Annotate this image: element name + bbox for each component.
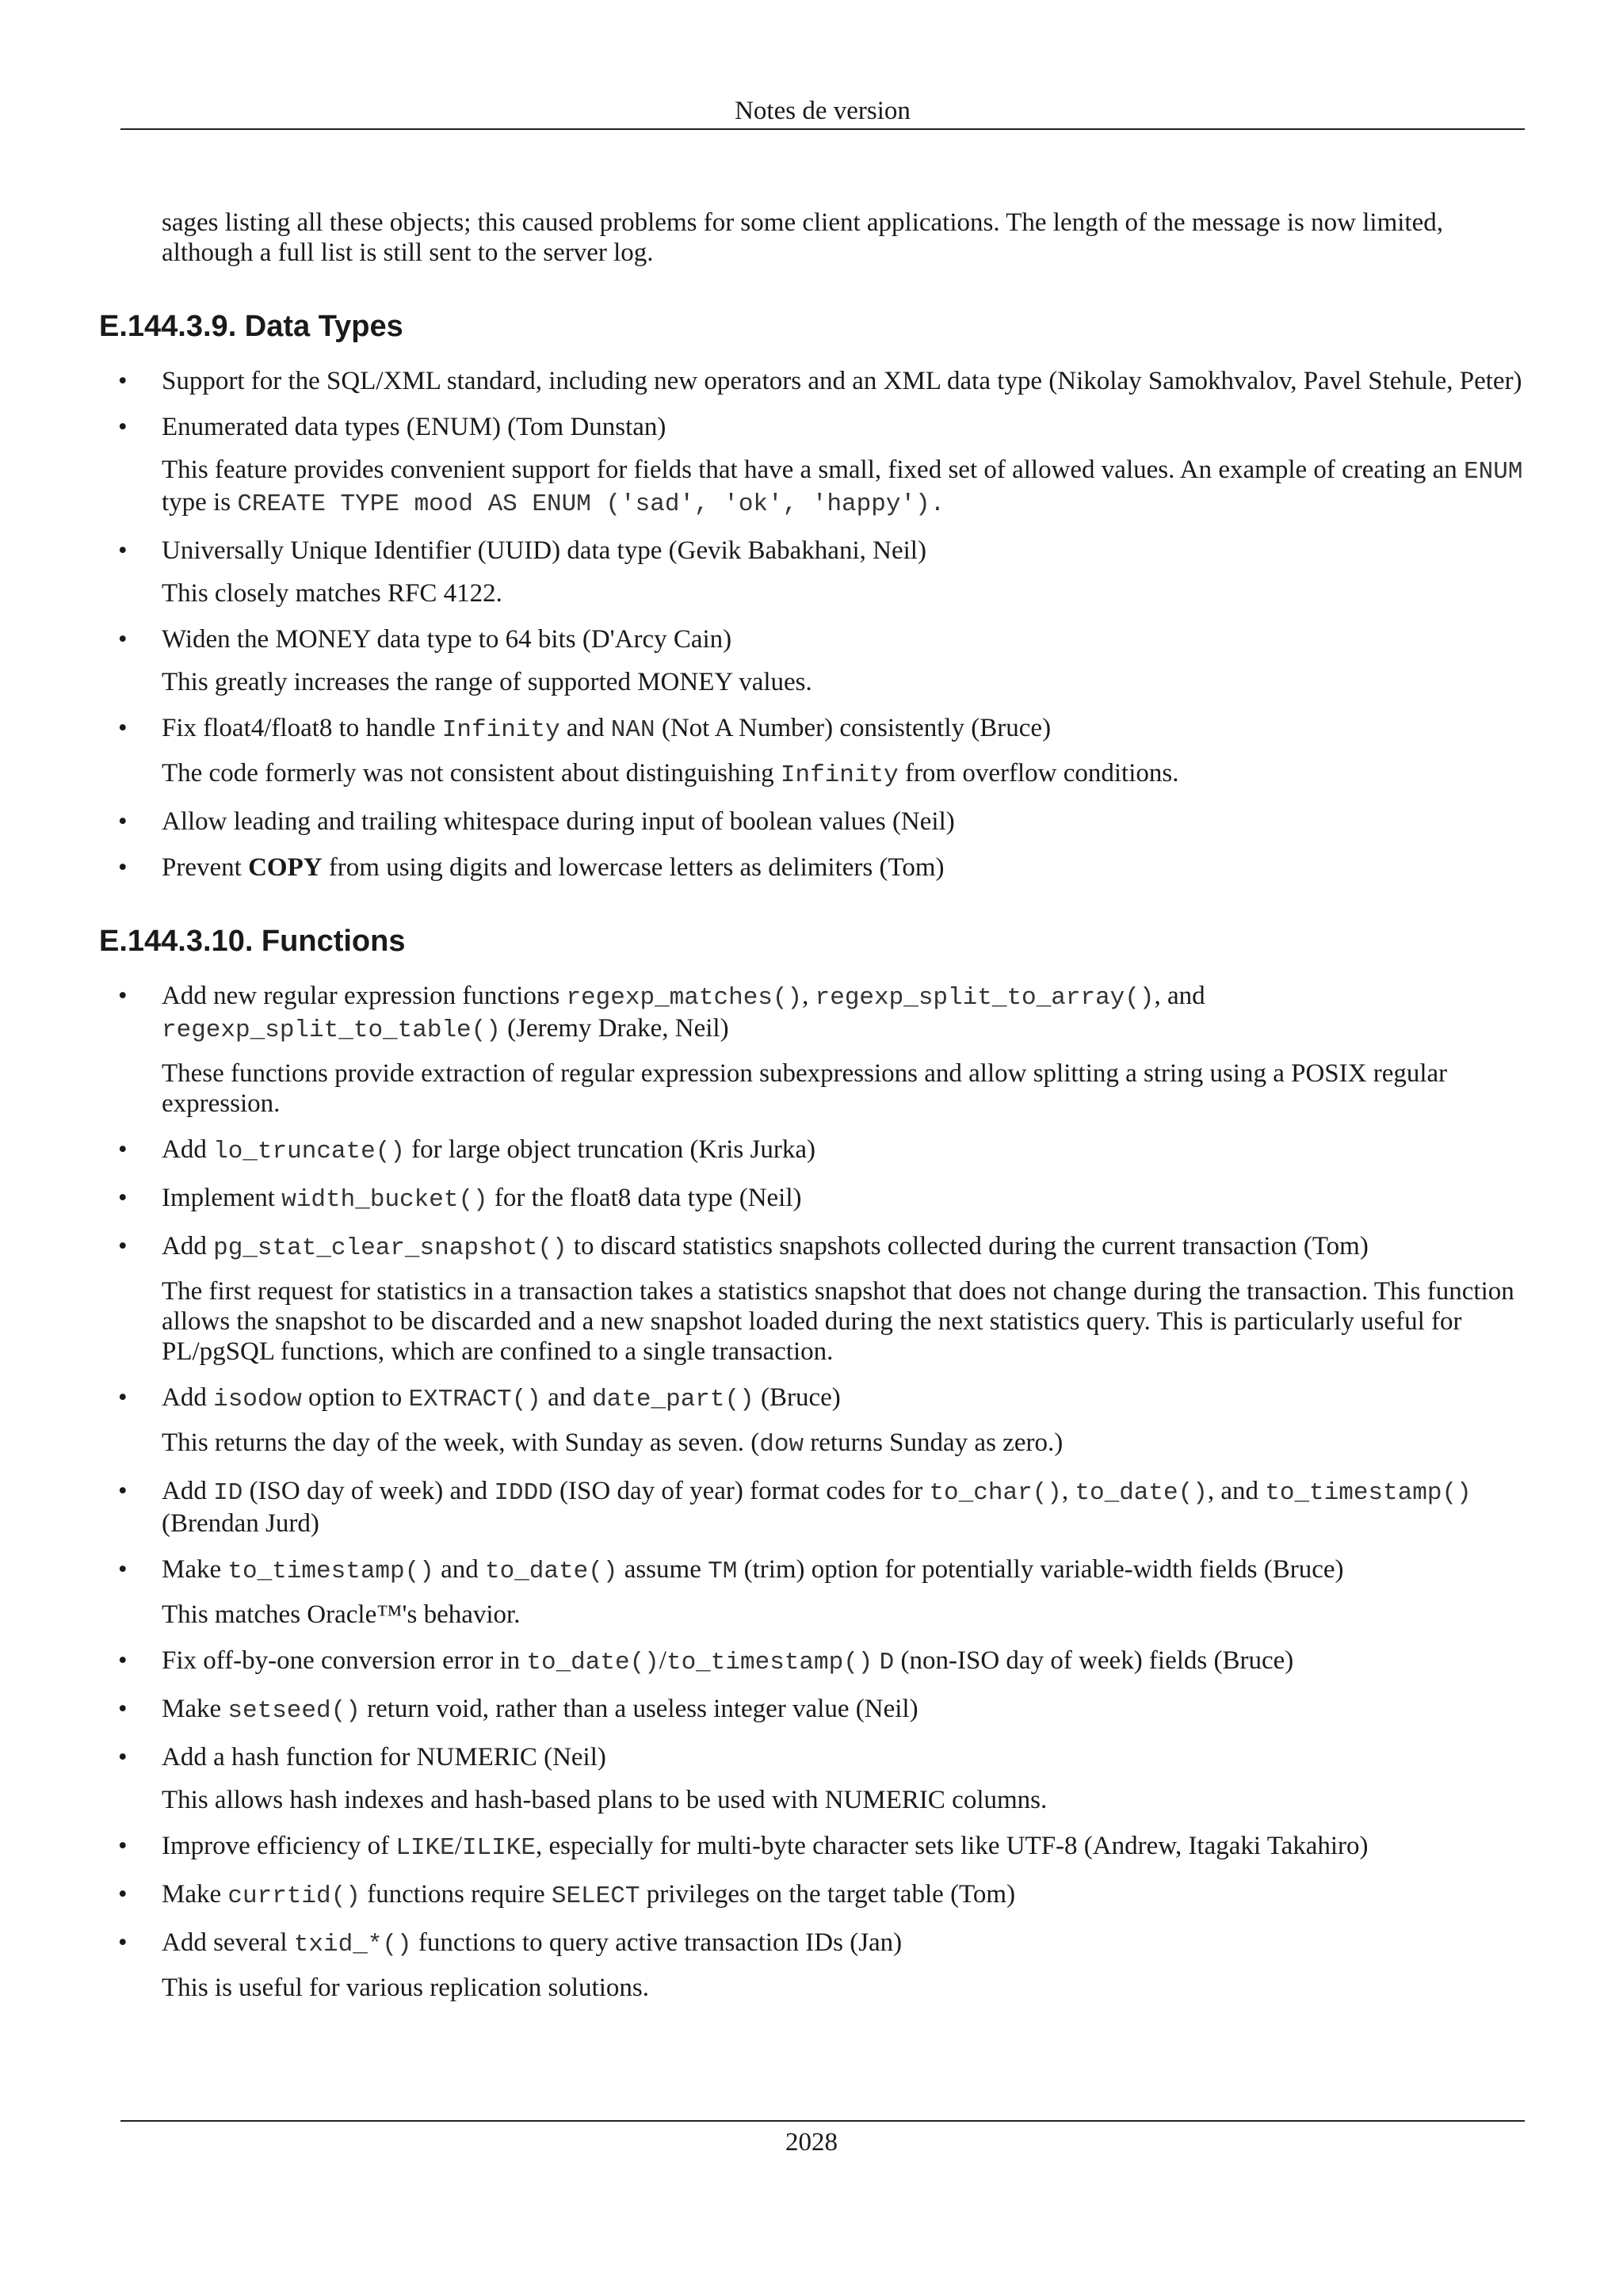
inline-code: to_date() — [485, 1558, 618, 1585]
text-run: Enumerated data types (ENUM) (Tom Dunstan) — [162, 413, 666, 441]
text-run: This feature provides convenient support for fields that have a small, fixed set of allowed values. An example of creating an — [162, 456, 1465, 484]
inline-code: to_date() — [526, 1649, 659, 1676]
text-run: Prevent — [162, 853, 249, 882]
text-run: The first request for statistics in a transaction takes a statistics snapshot that does not change during the transaction. This function allows the snapshot to be discarded and a new snapshot loaded during the next statistics query. This is particularly useful for PL/pgSQL functions, which are confined to a single transaction. — [162, 1277, 1514, 1366]
text-run: Add new regular expression functions — [162, 982, 567, 1010]
inline-code: D — [879, 1649, 895, 1676]
bullet-icon: • — [118, 1383, 128, 1412]
inline-code: ILIKE — [461, 1834, 536, 1862]
text-run: (ISO day of week) and — [242, 1477, 495, 1505]
text-run: Add several — [162, 1928, 294, 1957]
text-run: (trim) option for potentially variable-width fields (Bruce) — [737, 1555, 1344, 1584]
inline-code: Infinity — [441, 716, 560, 744]
list-item — [99, 981, 1529, 1046]
bullet-icon: • — [118, 1135, 128, 1164]
page-number: 2028 — [785, 2128, 838, 2157]
bullet-icon: • — [118, 413, 128, 441]
list-item — [99, 1742, 1529, 1772]
text-run: for large object truncation (Kris Jurka) — [404, 1135, 815, 1164]
text-run: (Brendan Jurd) — [162, 1509, 319, 1538]
inline-code: regexp_split_to_table() — [162, 1016, 501, 1044]
text-run: from overflow conditions. — [898, 759, 1179, 788]
text-run: returns Sunday as zero.) — [804, 1428, 1064, 1457]
bullet-icon: • — [118, 625, 128, 654]
item-description — [162, 1058, 1529, 1119]
inline-code: EXTRACT() — [408, 1386, 541, 1413]
inline-code: NAN — [610, 716, 655, 744]
bullet-icon: • — [118, 536, 128, 565]
list-item — [99, 1879, 1529, 1912]
inline-code: isodow — [213, 1386, 302, 1413]
list-item — [99, 412, 1529, 442]
text-run: privileges on the target table (Tom) — [640, 1880, 1016, 1909]
inline-code: width_bucket() — [281, 1186, 488, 1214]
bullet-icon: • — [118, 982, 128, 1010]
bullet-icon: • — [118, 853, 128, 882]
list-item — [99, 807, 1529, 837]
text-run: functions require — [360, 1880, 552, 1909]
text-run: This closely matches RFC 4122. — [162, 579, 502, 608]
list-item — [99, 713, 1529, 746]
text-run: to discard statistics snapshots collected during the current transaction (Tom) — [567, 1232, 1369, 1261]
text-run: (Bruce) — [754, 1383, 841, 1412]
text-run — [873, 1646, 879, 1675]
section-heading: E.144.3.9. Data Types — [99, 310, 403, 343]
text-run: (Jeremy Drake, Neil) — [500, 1014, 729, 1043]
inline-code: dow — [759, 1431, 804, 1459]
text-run: Universally Unique Identifier (UUID) data type (Gevik Babakhani, Neil) — [162, 536, 926, 565]
list-item — [99, 366, 1529, 396]
list-item — [99, 1694, 1529, 1726]
list-item — [99, 1554, 1529, 1587]
inline-code: Infinity — [780, 761, 899, 789]
item-description — [162, 667, 1529, 697]
item-description — [162, 1600, 1529, 1630]
item-description — [162, 578, 1529, 608]
inline-code: regexp_split_to_array() — [815, 984, 1155, 1012]
inline-code: to_date() — [1075, 1479, 1208, 1507]
text-run: Implement — [162, 1184, 282, 1212]
text-run: Allow leading and trailing whitespace during input of boolean values (Neil) — [162, 807, 955, 836]
text-run: / — [659, 1646, 666, 1675]
text-run: from using digits and lowercase letters as delimiters (Tom) — [322, 853, 945, 882]
text-run: , and — [1154, 982, 1205, 1010]
text-run: and — [559, 714, 611, 742]
inline-code: to_timestamp() — [1265, 1479, 1472, 1507]
item-description — [162, 1428, 1529, 1460]
footer-divider — [120, 2120, 1525, 2122]
inline-code: IDDD — [494, 1479, 553, 1507]
list-item — [99, 1383, 1529, 1415]
text-run: Improve efficiency of — [162, 1832, 396, 1860]
text-run: Add — [162, 1383, 214, 1412]
text-run: This is useful for various replication solutions. — [162, 1974, 649, 2002]
inline-code: TM — [708, 1558, 738, 1585]
text-run: , and — [1207, 1477, 1266, 1505]
bullet-icon: • — [118, 1695, 128, 1723]
list-item — [99, 1135, 1529, 1167]
text-run: Make — [162, 1880, 228, 1909]
inline-code: to_char() — [929, 1479, 1062, 1507]
text-run: Add — [162, 1477, 214, 1505]
inline-code: to_timestamp() — [666, 1649, 873, 1676]
inline-code: currtid() — [227, 1882, 361, 1910]
text-run: Fix float4/float8 to handle — [162, 714, 442, 742]
text-run: functions to query active transaction IDs (Jan) — [411, 1928, 903, 1957]
inline-code: ENUM — [1464, 458, 1523, 486]
item-description — [162, 1973, 1529, 2003]
item-description — [162, 1276, 1529, 1367]
inline-code: CREATE TYPE mood AS ENUM ('sad', 'ok', 'happy'). — [237, 490, 945, 518]
inline-code: lo_truncate() — [213, 1138, 405, 1165]
text-run: for the float8 data type (Neil) — [487, 1184, 802, 1212]
text-run: and — [540, 1383, 593, 1412]
inline-code: txid_*() — [293, 1931, 412, 1958]
item-description — [162, 455, 1529, 520]
list-item — [99, 536, 1529, 566]
bullet-icon: • — [118, 1477, 128, 1505]
text-run: Add — [162, 1135, 214, 1164]
text-run: Support for the SQL/XML standard, including new operators and an XML data type (Nikolay Samokhvalov, Pavel Stehule, Peter) — [162, 367, 1522, 395]
text-run: (non-ISO day of week) fields (Bruce) — [894, 1646, 1294, 1675]
text-run: Make — [162, 1695, 228, 1723]
bullet-icon: • — [118, 714, 128, 742]
text-run: This allows hash indexes and hash-based plans to be used with NUMERIC columns. — [162, 1786, 1048, 1814]
text-run: This greatly increases the range of supported MONEY values. — [162, 668, 812, 696]
document-body — [99, 208, 1526, 2019]
text-run: and — [433, 1555, 485, 1584]
bullet-icon: • — [118, 1232, 128, 1261]
item-description — [162, 758, 1529, 791]
bullet-icon: • — [118, 367, 128, 395]
intro-paragraph: sages listing all these objects; this caused problems for some client applications. The length of the message is now limited, although a full list is still sent to the server log. — [162, 208, 1443, 267]
text-run: Make — [162, 1555, 228, 1584]
text-run: Fix off-by-one conversion error in — [162, 1646, 527, 1675]
text-run: assume — [617, 1555, 708, 1584]
bullet-icon: • — [118, 807, 128, 836]
list-item — [99, 1928, 1529, 1960]
text-run: , — [802, 982, 815, 1010]
inline-code: regexp_matches() — [566, 984, 803, 1012]
text-run: Add — [162, 1232, 214, 1261]
list-item — [99, 852, 1529, 883]
bullet-icon: • — [118, 1184, 128, 1212]
bullet-icon: • — [118, 1880, 128, 1909]
list-item — [99, 1476, 1529, 1539]
inline-code: setseed() — [227, 1697, 361, 1725]
text-run: This matches Oracle™'s behavior. — [162, 1600, 521, 1629]
text-run: / — [454, 1832, 462, 1860]
bullet-icon: • — [118, 1743, 128, 1772]
list-item — [99, 1231, 1529, 1264]
inline-code: ID — [213, 1479, 243, 1507]
text-run: return void, rather than a useless integer value (Neil) — [360, 1695, 918, 1723]
list-item — [99, 1646, 1529, 1678]
list-item — [99, 624, 1529, 654]
bullet-icon: • — [118, 1646, 128, 1675]
text-run: Add a hash function for NUMERIC (Neil) — [162, 1743, 606, 1772]
bold-text: COPY — [248, 853, 323, 882]
page-header: Notes de version — [120, 93, 1525, 130]
bullet-icon: • — [118, 1555, 128, 1584]
text-run: type is — [162, 488, 238, 517]
text-run: Widen the MONEY data type to 64 bits (D'Arcy Cain) — [162, 625, 732, 654]
text-run: (ISO day of year) format codes for — [552, 1477, 930, 1505]
list-item — [99, 1183, 1529, 1215]
section-heading: E.144.3.10. Functions — [99, 925, 406, 958]
inline-code: pg_stat_clear_snapshot() — [213, 1234, 567, 1262]
text-run: (Not A Number) consistently (Bruce) — [655, 714, 1052, 742]
text-run: These functions provide extraction of regular expression subexpressions and allow splitting a string using a POSIX regular expression. — [162, 1059, 1448, 1118]
bullet-icon: • — [118, 1928, 128, 1957]
inline-code: LIKE — [395, 1834, 455, 1862]
inline-code: SELECT — [551, 1882, 640, 1910]
inline-code: to_timestamp() — [227, 1558, 434, 1585]
item-description — [162, 1785, 1529, 1815]
text-run: option to — [301, 1383, 409, 1412]
list-item — [99, 1831, 1529, 1863]
bullet-icon: • — [118, 1832, 128, 1860]
text-run: , — [1061, 1477, 1075, 1505]
text-run: This returns the day of the week, with Sunday as seven. ( — [162, 1428, 760, 1457]
text-run: The code formerly was not consistent about distinguishing — [162, 759, 781, 788]
inline-code: date_part() — [592, 1386, 754, 1413]
text-run: , especially for multi-byte character sets like UTF-8 (Andrew, Itagaki Takahiro) — [535, 1832, 1369, 1860]
